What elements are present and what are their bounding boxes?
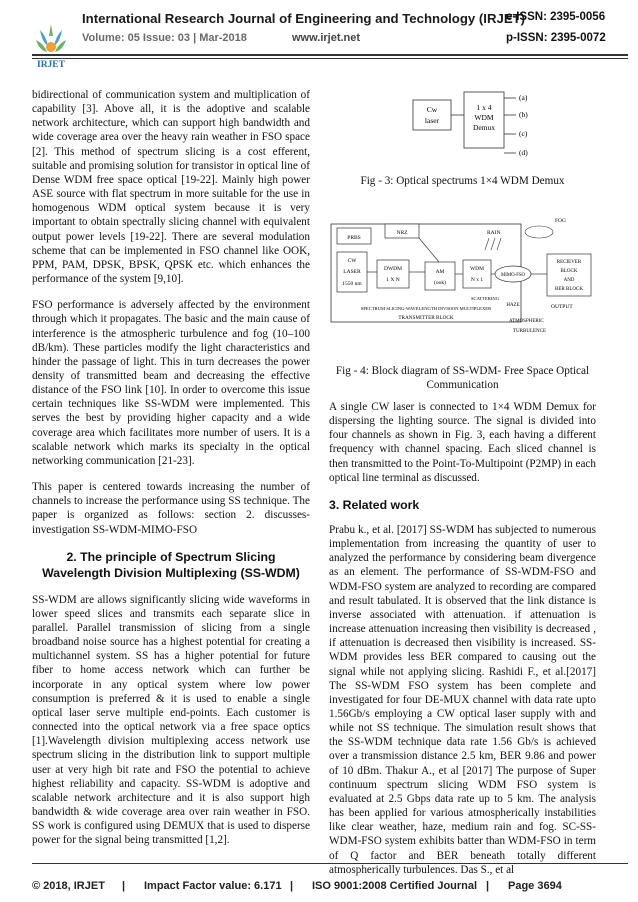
fog-cloud-icon xyxy=(525,226,553,238)
fig4-label: FOG xyxy=(555,218,567,224)
fig3-output-label: (b) xyxy=(519,110,528,119)
left-column xyxy=(32,88,310,860)
right-column xyxy=(329,400,596,889)
section-heading: 2. The principle of Spectrum Slicing Wavelength Division Multiplexing (SS-WDM) xyxy=(42,549,300,580)
e-issn: e-ISSN: 2395-0056 xyxy=(506,11,606,23)
fig4-label: AND xyxy=(563,278,575,283)
website-link[interactable]: www.irjet.net xyxy=(292,32,361,44)
page-header xyxy=(0,0,638,72)
fig4-label: WDM xyxy=(469,266,485,272)
fig4-label: BLOCK xyxy=(560,269,578,274)
fig4-label: ATMOSPHERIC xyxy=(509,319,544,324)
footer-impact-factor: Impact Factor value: 6.171 xyxy=(144,880,282,892)
footer-copyright: © 2018, IRJET xyxy=(32,880,105,892)
fig4-label: SPECTRUM SLICING-WAVELENGTH DIVISION MULTIPLEXER xyxy=(360,306,492,311)
fig4-label: HAZE xyxy=(506,303,520,308)
fig4-label: N x 1 xyxy=(470,277,484,283)
fig4-label: MIMO-FSO xyxy=(501,273,525,278)
section-heading: 3. Related work xyxy=(329,497,420,512)
fig4-label: BER BLOCK xyxy=(555,287,583,292)
fig4-label: LASER xyxy=(343,269,361,275)
fig4-label: PRBS xyxy=(347,235,361,241)
footer-page-number: Page 3694 xyxy=(508,880,562,892)
volume-issue: Volume: 05 Issue: 03 | Mar-2018 xyxy=(82,32,247,44)
fig4-caption-line: Communication xyxy=(426,379,499,391)
fig3-caption: Fig - 3: Optical spectrums 1×4 WDM Demux xyxy=(360,175,565,187)
fig4-label: RECIEVER xyxy=(556,260,582,265)
fig4-label: NRZ xyxy=(396,230,408,236)
paragraph: bidirectional of communication system and multiplication of capability [3]. Above all, it is the adoptive and scalable network architecture, which can support high bandwidth and wide coverage area over the heavy rain weather in FSO space [2]. This method of spectrum slicing is a cost efferent, suitable and promising solution for transistor in optical line of Dense WDM free space optical [19-22]. Mainly high power ASE source with flat spectrum in more suitable for the use in homogenous WDM optical system because it is very important to obtain spectrally slicing channel with equivalent output power levels [19-22]. There are several modulation scheme that can be implemented in FSO channel like OOK, PPM, PAM, DPSK, BPSK, QPSK etc. which enhances the performance of the system [9,10]. xyxy=(32,89,310,286)
footer-separator: | xyxy=(122,880,126,892)
fig3-output-label: (a) xyxy=(519,93,528,102)
fig4-caption xyxy=(329,364,596,392)
header-rule-thin xyxy=(32,58,628,59)
logo-text: IRJET xyxy=(37,60,65,70)
fig3-label: Demux xyxy=(472,123,496,132)
fig4-label: AM xyxy=(435,269,445,275)
fig4-label: 1 X N xyxy=(386,277,400,283)
fig3-label: WDM xyxy=(474,113,494,122)
footer-separator: | xyxy=(290,880,294,892)
fig4-label: CW xyxy=(347,258,357,264)
fig4-label: (ook) xyxy=(434,280,446,286)
fig3-output-label: (c) xyxy=(519,129,528,138)
paragraph: This paper is centered towards increasing the number of channels to increase the performance using SS technique. The paper is organized as follows: section 2. discusses- investigation SS-WDM-MIMO-FSO xyxy=(32,481,310,536)
fig4-diagram xyxy=(329,210,593,348)
header-rule xyxy=(32,54,628,56)
fig4-label: DWDM xyxy=(383,266,403,272)
dwdm-box xyxy=(377,260,409,288)
fig3-label: 1 x 4 xyxy=(476,103,492,112)
paragraph: Prabu k., et al. [2017] SS-WDM has subjected to numerous implementation from increasing the quantity of user to analyzed the performance by considering beam divergence as an element. The performance of SS-WDM-FSO and WDM-FSO system are analyzed to recording are compared and result tabulated. It is observed that the link distance is inverse associated with attenuation. if attenuation is increase attenuation increasing then visibility is decreased , if attenuation is decreased then visibility is increased. SS-WDM provides less BER compared to causing out the signal while not applying slicing. Rashidi F., et al.[2017] The SS-WDM FSO system has been complete and investigated for four DE-MUX channel with data rate upto 1.56Gb/s employing a CW optical laser supply with and while not SS technique. The simulation result shows that the SS-WDM technique data rate 1.56 Gb/s is achieved over a transmission distance 2.5 km, BER 9.86 and power of 10 dBm. Thakur A., et al [2017] The purpose of Super continuum spectrum slicing WDM FSO system is evaluated at 2.5 Gbps data rate up to 5 km. The analysis has been applied for various atmospherically instabilities like clear weather, haze, medium rain and fog. SC-SS-WDM-FSO system exhibits batter than WDM-FSO in term of Q factor and BER beneath totally different atmospherically turbulences. Das S., et al xyxy=(329,523,596,876)
journal-title: International Research Journal of Engineering and Technology (IRJET) xyxy=(82,11,526,26)
paragraph: FSO performance is adversely affected by the environment through which it propagates. The basic and the main cause of interference is the atmospheric turbulence and fog (10–100 dB/km). These particles modify the light characteristics and hinder the passage of light. This in turn decreases the power density of transmitted beam and decreasing the effective distance of the FSO link [10]. In order to overcome this issue certain techniques like SS-WDM were implemented. This serves the best by providing higher capacity and a wide coverage area which facilitates more number of users. It is a scalable network which marks its specialty in the optical networking communication [21-23]. xyxy=(32,299,310,467)
footer-rule xyxy=(32,863,628,864)
footer-iso: ISO 9001:2008 Certified Journal xyxy=(312,880,478,892)
paragraph: A single CW laser is connected to 1×4 WDM Demux for dispersing the lighting source. The signal is divided into four channels as shown in Fig. 3, each having a different frequency with channel spacing. Each sliced channel is then transmitted to the Point-To-Multipoint (P2MP) in each optical line terminal as discussed. xyxy=(329,401,596,484)
fig3-label: Cw xyxy=(426,105,438,114)
fig3-output-label: (d) xyxy=(519,148,528,157)
fig3-diagram xyxy=(412,86,560,160)
fig4-label: TURBULENCE xyxy=(513,329,547,334)
wdm-mux-box xyxy=(463,260,491,288)
footer-separator: | xyxy=(486,880,490,892)
irjet-logo-icon xyxy=(34,22,68,72)
fig4-label: TRANSMITTER BLOCK xyxy=(398,315,454,321)
p-issn: p-ISSN: 2395-0072 xyxy=(506,32,606,44)
fig4-caption-line: Fig - 4: Block diagram of SS-WDM- Free Space Optical xyxy=(335,365,590,377)
fig4-label: RAIN xyxy=(487,230,501,236)
fig4-label: SCATTERING xyxy=(470,296,500,301)
fig4-label: 1550 nm xyxy=(342,281,362,287)
paragraph: SS-WDM are allows significantly slicing wide waveforms in lower speed slices and transmits each separate slice in parallel. Parallel transmission of slicing from a single broadband noise source has a highest potential for creating a multichannel system. SS has a higher potential for future fiber to home access network which can further be incorporate in any optical system where low power consumption is preferred & it is used to enable a single optical laser serve multiple end-points. Each customer is connected into the optical network via a free space optics [1].Wavelength division multiplexing access network use spectrum slicing in the distribution link to support multiple user at very high bit rate and FSO the potential to achieve highest reliability and capacity. SS-WDM is adoptive and scalable network architecture and it is also support high bandwidth & wide coverage area over rain weather in FSO. SS work is configured using DEMUX that is used to disperse power for the signal being transmitted [1,2]. xyxy=(32,593,310,847)
fig4-label: OUTPUT xyxy=(551,304,573,310)
fig3-label: laser xyxy=(424,116,440,125)
